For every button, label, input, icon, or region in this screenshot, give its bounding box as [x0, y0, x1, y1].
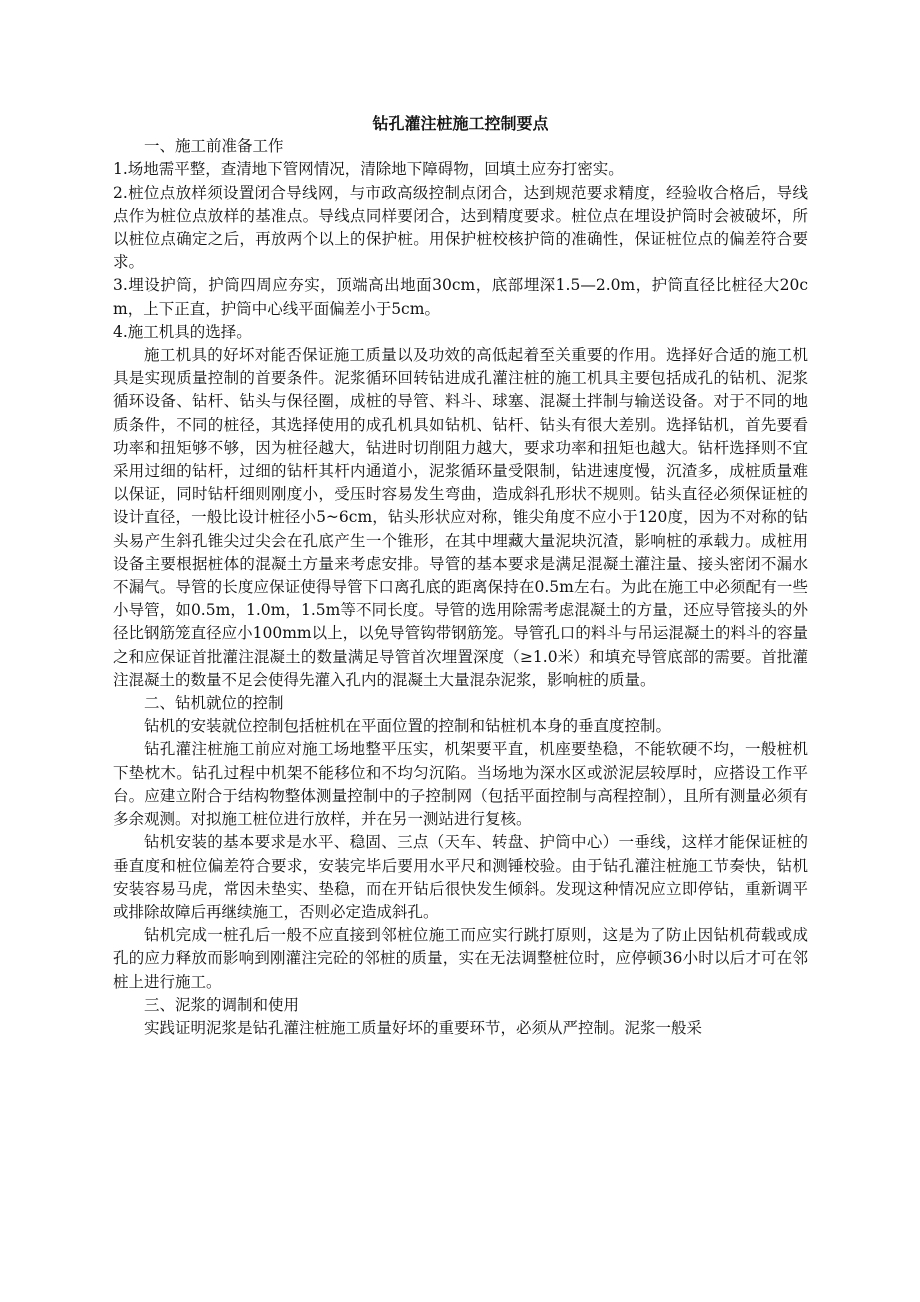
- paragraph: 一、施工前准备工作: [144, 137, 284, 156]
- document-title: 钻孔灌注桩施工控制要点: [372, 114, 549, 133]
- paragraph: 2.桩位点放样须设置闭合导线网，与市政高级控制点闭合，达到规范要求精度，经验收合格后，导线点作为桩位点放样的基准点。导线点同样要闭合，达到精度要求。桩位点在埋设护筒时会被破坏，所以桩位点确定之后，再放两个以上的保护桩。用保护桩校核护筒的准确性，保证桩位点的偏差符合要求。: [113, 183, 808, 272]
- paragraph: 实践证明泥浆是钻孔灌注桩施工质量好坏的重要环节，必须从严控制。泥浆一般采: [144, 1018, 703, 1037]
- document-page: [113, 112, 808, 1040]
- paragraph: 二、钻机就位的控制: [144, 694, 284, 713]
- paragraph: 1.场地需平整，查清地下管网情况，清除地下障碍物，回填土应夯打密实。: [113, 160, 624, 179]
- paragraph: 施工机具的好坏对能否保证施工质量以及功效的高低起着至关重要的作用。选择好合适的施工机具是实现质量控制的首要条件。泥浆循环回转钻进成孔灌注桩的施工机具主要包括成孔的钻机、泥浆循环设备、钻杆、钻头与保径圈，成桩的导管、料斗、球塞、混凝土拌制与输送设备。对于不同的地质条件，不同的桩径，其选择使用的成孔机具如钻机、钻杆、钻头有很大差别。选择钻机，首先要看功率和扭矩够不够，因为桩径越大，钻进时切削阻力越大，要求功率和扭矩也越大。钻杆选择则不宜采用过细的钻杆，过细的钻杆其杆内通道小，泥浆循环量受限制，钻进速度慢，沉渣多，成桩质量难以保证，同时钻杆细则刚度小，受压时容易发生弯曲，造成斜孔形状不规则。钻头直径必须保证桩的设计直径，一般比设计桩径小5~6cm，钻头形状应对称，锥尖角度不应小于120度，因为不对称的钻头易产生斜孔锥尖过尖会在孔底产生一个锥形，在其中埋藏大量泥块沉渣，影响桩的承载力。成桩用设备主要根据桩体的混凝土方量来考虑安排。导管的基本要求是满足混凝土灌注量、接头密闭不漏水不漏气。导管的长度应保证使得导管下口离孔底的距离保持在0.5m左右。为此在施工中必须配有一些小导管，如0.5m，1.0m，1.5m等不同长度。导管的选用除需考虑混凝土的方量，还应导管接头的外径比钢筋笼直径应小100mm以上，以免导管钩带钢筋笼。导管孔口的料斗与吊运混凝土的料斗的容量之和应保证首批灌注混凝土的数量满足导管首次埋置深度（≥1.0米）和填充导管底部的需要。首批灌注混凝土的数量不足会使得先灌入孔内的混凝土大量混杂泥浆，影响桩的质量。: [113, 346, 808, 689]
- paragraph: 三、泥浆的调制和使用: [144, 995, 300, 1014]
- paragraph: 4.施工机具的选择。: [113, 322, 252, 341]
- paragraph: 钻机安装的基本要求是水平、稳固、三点（天车、转盘、护筒中心）一垂线，这样才能保证桩的垂直度和桩位偏差符合要求，安装完毕后要用水平尺和测锤校验。由于钻孔灌注桩施工节奏快，钻机安装容易马虎，常因未垫实、垫稳，而在开钻后很快发生倾斜。发现这种情况应立即停钻，重新调平或排除故障后再继续施工，否则必定造成斜孔。: [113, 833, 808, 921]
- paragraph: 钻机完成一桩孔后一般不应直接到邻桩位施工而应实行跳打原则，这是为了防止因钻机荷载或成孔的应力释放而影响到刚灌注完砼的邻桩的质量，实在无法调整桩位时，应停顿36小时以后才可在邻桩上进行施工。: [113, 926, 808, 991]
- paragraph: 钻机的安装就位控制包括桩机在平面位置的控制和钻桩机本身的垂直度控制。: [144, 717, 672, 736]
- paragraph: 钻孔灌注桩施工前应对施工场地整平压实，机架要平直，机座要垫稳，不能软硬不均，一般桩机下垫枕木。钻孔过程中机架不能移位和不均匀沉陷。当场地为深水区或淤泥层较厚时，应搭设工作平台。应建立附合于结构物整体测量控制中的子控制网（包括平面控制与高程控制），且所有测量必须有多余观测。对拟施工桩位进行放样，并在另一测站进行复核。: [113, 740, 808, 829]
- paragraph: 3.埋设护筒，护筒四周应夯实，顶端高出地面30cm，底部埋深1.5—2.0m，护筒直径比桩径大20cm，上下正直，护筒中心线平面偏差小于5cm。: [113, 276, 808, 318]
- document-body: [113, 135, 808, 1040]
